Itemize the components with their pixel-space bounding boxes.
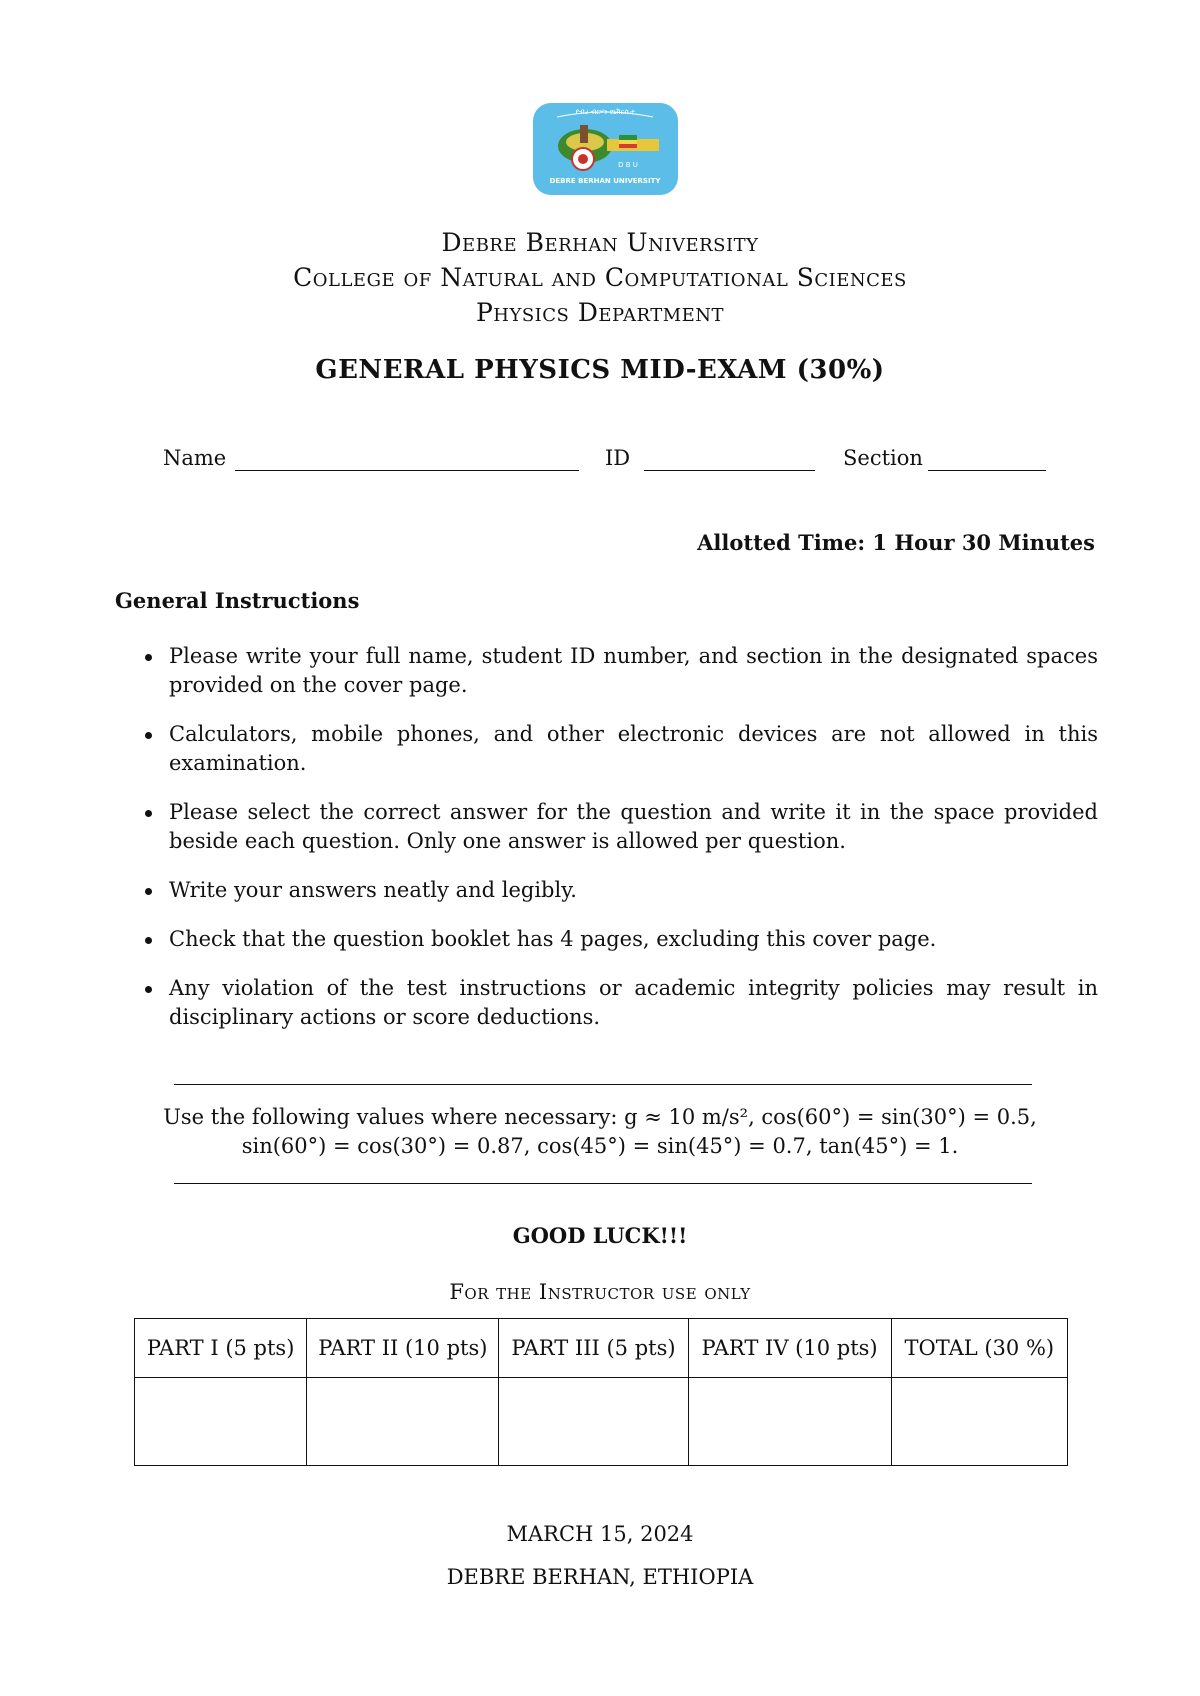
bullet-icon [145,888,152,895]
list-item [140,876,1098,905]
bullet-icon [145,986,152,993]
constants-line-2: sin(60°) = cos(30°) = 0.87, cos(45°) = sin(45°) = 0.7, tan(45°) = 1. [241,1134,959,1158]
bullet-icon [145,810,152,817]
instruction-text: Calculators, mobile phones, and other electronic devices are not allowed in this examination. [169,722,1098,775]
logo-initials: D B U [618,161,638,169]
instruction-text: Any violation of the test instructions or academic integrity policies may result in disciplinary actions or score deductions. [169,976,1098,1029]
logo-arc-text: ደብረ ብርሃን ዩኒቨርሲቲ [575,108,635,116]
exam-location: DEBRE BERHAN, ETHIOPIA [446,1565,754,1589]
section-label: Section [843,446,923,470]
column-header: PART III (5 pts) [499,1319,688,1378]
score-cell-part1[interactable] [135,1378,307,1466]
column-header: TOTAL (30 %) [891,1319,1067,1378]
general-instructions-title: General Instructions [115,588,360,613]
logo-bottom-text: DEBRE BERHAN UNIVERSITY [549,177,661,185]
allotted-time: Allotted Time: 1 Hour 30 Minutes [697,530,1095,555]
column-header: PART II (10 pts) [307,1319,499,1378]
score-table [134,1318,1068,1466]
bullet-icon [145,732,152,739]
good-luck-text: GOOD LUCK!!! [512,1223,688,1248]
name-blank[interactable] [235,470,579,471]
university-logo [533,103,678,195]
instructions-list [140,642,1098,1052]
column-header: PART I (5 pts) [135,1319,307,1378]
list-item [140,925,1098,954]
divider-bottom [174,1183,1032,1184]
column-header: PART IV (10 pts) [688,1319,891,1378]
section-blank[interactable] [928,470,1046,471]
list-item [140,974,1098,1032]
list-item [140,798,1098,856]
score-cell-part3[interactable] [499,1378,688,1466]
score-cell-part2[interactable] [307,1378,499,1466]
instruction-text: Write your answers neatly and legibly. [169,878,577,902]
score-cell-part4[interactable] [688,1378,891,1466]
id-blank[interactable] [644,470,815,471]
constants-line-1: Use the following values where necessary: g ≈ 10 m/s², cos(60°) = sin(30°) = 0.5, [163,1105,1037,1129]
university-name: Debre Berhan University [441,228,759,257]
bullet-icon [145,937,152,944]
exam-title: GENERAL PHYSICS MID-EXAM (30%) [315,355,885,385]
name-label: Name [163,446,227,470]
table-row [135,1378,1068,1466]
table-header-row [135,1319,1068,1378]
score-cell-total[interactable] [891,1378,1067,1466]
list-item [140,642,1098,700]
college-name: College of Natural and Computational Sciences [293,263,907,292]
id-label: ID [605,446,631,470]
department-name: Physics Department [475,298,725,327]
exam-date: MARCH 15, 2024 [506,1522,694,1546]
instruction-text: Check that the question booklet has 4 pages, excluding this cover page. [169,927,937,951]
bullet-icon [145,654,152,661]
instruction-text: Please write your full name, student ID number, and section in the designated spaces provided on the cover page. [169,644,1098,697]
instructor-use-label: For the Instructor use only [449,1280,751,1304]
list-item [140,720,1098,778]
instruction-text: Please select the correct answer for the question and write it in the space provided beside each question. Only one answer is allowed per question. [169,800,1098,853]
divider-top [174,1084,1032,1085]
